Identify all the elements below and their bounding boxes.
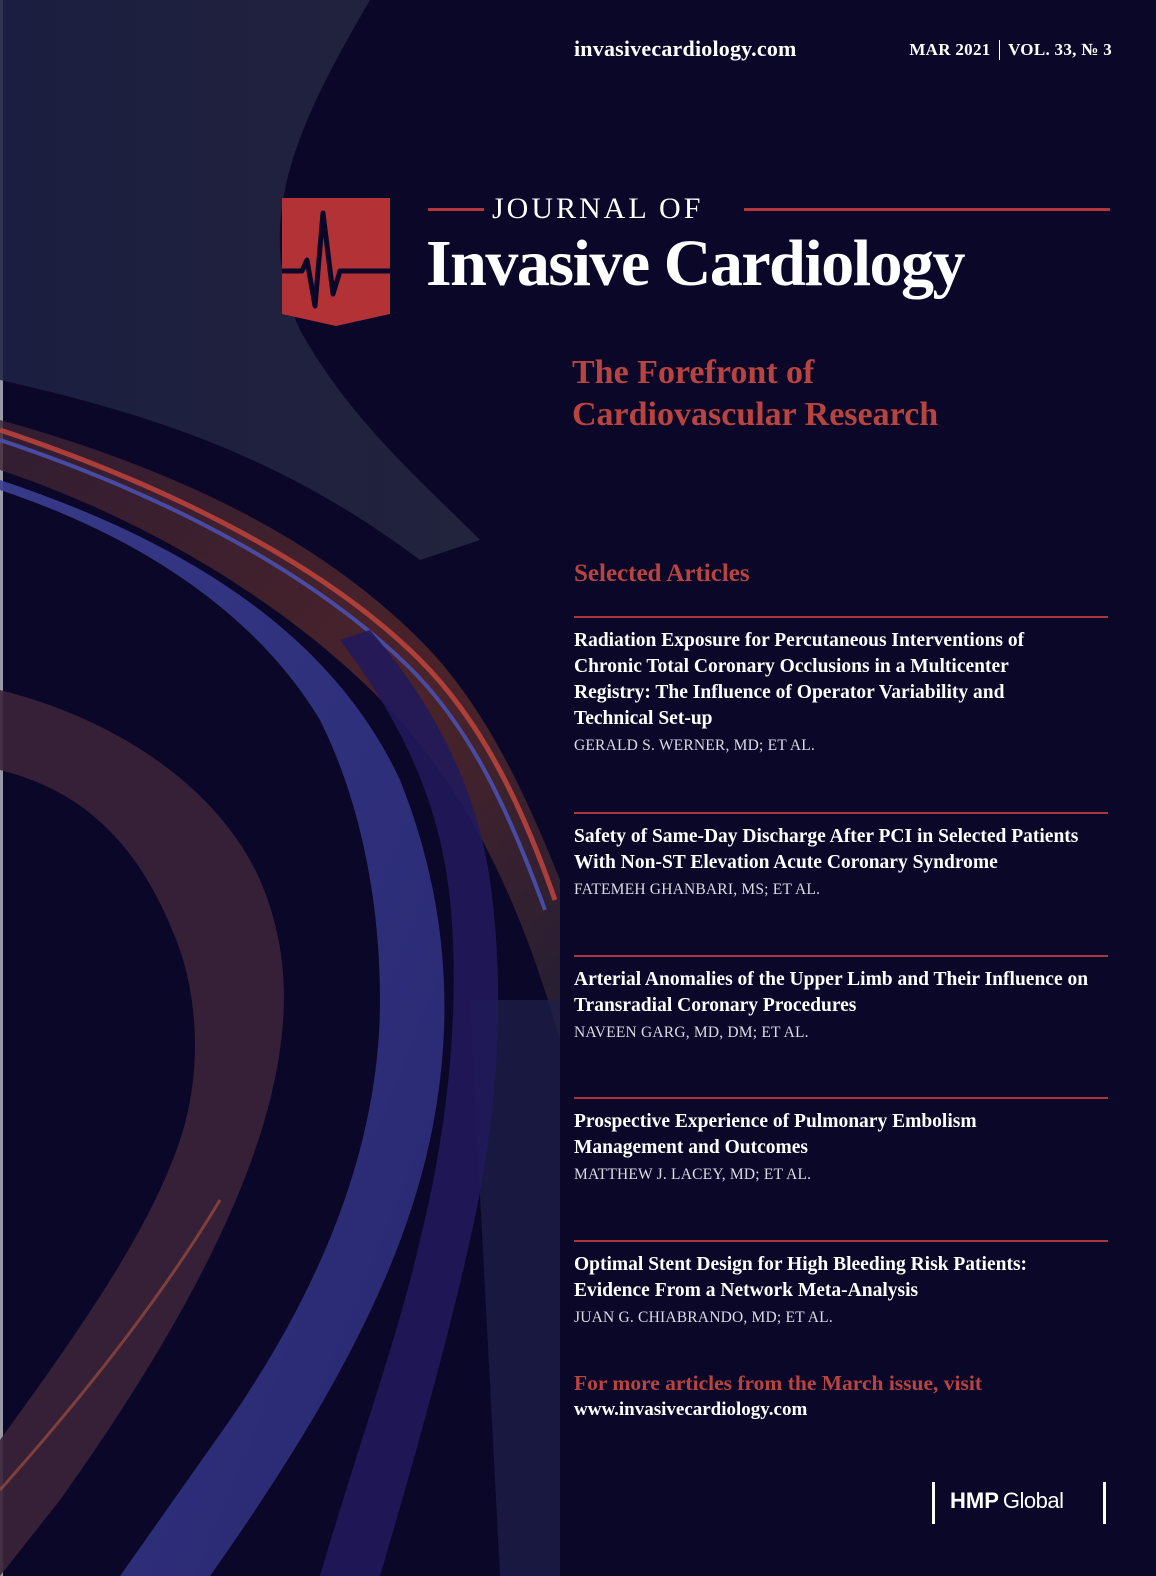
article-authors: MATTHEW J. LACEY, MD; ET AL.	[574, 1165, 812, 1183]
issue-volume: VOL. 33, № 3	[1008, 40, 1112, 59]
article-item[interactable]	[574, 812, 1108, 899]
article-divider	[574, 616, 1108, 618]
publisher-name: Global	[1002, 1488, 1064, 1513]
masthead-prefix-row	[428, 192, 1112, 226]
article-title[interactable]: Safety of Same-Day Discharge After PCI in Selected Patients With Non-ST Elevation Acute Coronary Syndrome	[574, 825, 1079, 873]
article-title[interactable]: Optimal Stent Design for High Bleeding Risk Patients: Evidence From a Network Meta-Analysis	[574, 1253, 1028, 1301]
masthead-prefix: JOURNAL OF	[492, 192, 704, 225]
publisher-logo	[930, 1482, 1108, 1526]
publisher-mark: HMP	[950, 1488, 999, 1513]
article-authors: NAVEEN GARG, MD, DM; ET AL.	[574, 1023, 809, 1041]
issue-divider	[999, 40, 1001, 60]
selected-articles-heading: Selected Articles	[574, 560, 750, 587]
article-authors: JUAN G. CHIABRANDO, MD; ET AL.	[574, 1308, 833, 1326]
publisher-wordmark	[950, 1488, 1063, 1514]
masthead-rule-right	[744, 208, 1110, 211]
article-title[interactable]: Prospective Experience of Pulmonary Embolism Management and Outcomes	[574, 1110, 977, 1158]
heartbeat-shield-icon	[282, 198, 390, 326]
more-articles-cta: For more articles from the March issue, visit	[574, 1371, 983, 1395]
article-authors: FATEMEH GHANBARI, MS; ET AL.	[574, 880, 821, 898]
article-authors: GERALD S. WERNER, MD; ET AL.	[574, 736, 815, 754]
article-divider	[574, 812, 1108, 814]
publisher-bracket-left	[932, 1482, 935, 1524]
issue-date: MAR 2021	[909, 40, 991, 59]
article-divider	[574, 1097, 1108, 1099]
masthead-rule-left	[428, 208, 484, 211]
issue-info	[909, 40, 1112, 60]
article-item[interactable]	[574, 1240, 1108, 1327]
journal-title: Invasive Cardiology	[426, 227, 965, 300]
article-divider	[574, 1240, 1108, 1242]
header-website[interactable]: invasivecardiology.com	[574, 36, 797, 61]
article-divider	[574, 955, 1108, 957]
article-item[interactable]	[574, 616, 1108, 755]
tagline-line-2: Cardiovascular Research	[572, 396, 939, 433]
article-item[interactable]	[574, 1097, 1108, 1184]
article-title[interactable]: Radiation Exposure for Percutaneous Interventions of Chronic Total Coronary Occlusions in a Multicenter Registry: The Influence of Operator Variability and Technical Set-up	[574, 629, 1025, 729]
more-articles-url[interactable]: www.invasivecardiology.com	[574, 1399, 808, 1420]
tagline-line-1: The Forefront of	[572, 354, 815, 391]
tagline	[572, 352, 938, 436]
article-title[interactable]: Arterial Anomalies of the Upper Limb and Their Influence on Transradial Coronary Procedures	[574, 968, 1089, 1016]
publisher-bracket-right	[1103, 1482, 1106, 1524]
article-item[interactable]	[574, 955, 1108, 1042]
